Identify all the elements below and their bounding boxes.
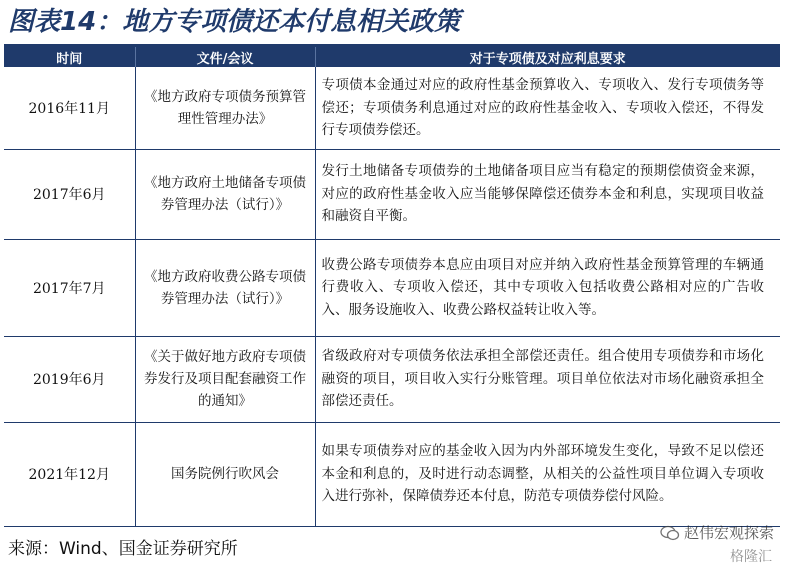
watermark-secondary: 格隆汇 xyxy=(730,549,772,565)
table-row xyxy=(4,67,780,149)
cell-document: 《地方政府收费公路专项债券管理办法（试行）》 xyxy=(135,239,315,336)
watermark xyxy=(660,522,774,543)
header-requirement: 对于专项债及对应利息要求 xyxy=(315,47,780,67)
cell-document: 《地方政府土地储备专项债券管理办法（试行）》 xyxy=(135,149,315,239)
wechat-icon xyxy=(660,525,680,541)
table-row xyxy=(4,239,780,336)
watermark-text: 赵伟宏观探索 xyxy=(683,524,774,542)
cell-document: 《关于做好地方政府专项债券发行及项目配套融资工作的通知》 xyxy=(135,336,315,422)
cell-time: 2019年6月 xyxy=(4,336,135,422)
source-note: 来源：Wind、国金证券研究所 xyxy=(8,539,238,559)
policy-table xyxy=(4,47,780,527)
cell-time: 2016年11月 xyxy=(4,67,135,149)
table-header-row xyxy=(4,47,780,67)
cell-requirement: 如果专项债券对应的基金收入因为内外部环境发生变化，导致不足以偿还本金和利息的，及时进行动态调整，从相关的公益性项目单位调入专项收入进行弥补，保障债券还本付息，防范专项债券偿付风险。 xyxy=(315,422,780,526)
cell-time: 2021年12月 xyxy=(4,422,135,526)
cell-requirement: 发行土地储备专项债券的土地储备项目应当有稳定的预期偿债资金来源，对应的政府性基金收入应当能够保障偿还债券本金和利息，实现项目收益和融资自平衡。 xyxy=(315,149,780,239)
header-document: 文件/会议 xyxy=(135,47,315,67)
header-time: 时间 xyxy=(4,47,135,67)
table-row xyxy=(4,336,780,422)
cell-time: 2017年6月 xyxy=(4,149,135,239)
cell-document: 国务院例行吹风会 xyxy=(135,422,315,526)
cell-document: 《地方政府专项债务预算管理性管理办法》 xyxy=(135,67,315,149)
cell-time: 2017年7月 xyxy=(4,239,135,336)
table-row xyxy=(4,149,780,239)
cell-requirement: 专项债本金通过对应的政府性基金预算收入、专项收入、发行专项债务等偿还；专项债务利息通过对应的政府性基金收入、专项收入偿还，不得发行专项债券偿还。 xyxy=(315,67,780,149)
cell-requirement: 省级政府对专项债务依法承担全部偿还责任。组合使用专项债券和市场化融资的项目，项目收入实行分账管理。项目单位依法对市场化融资承担全部偿还责任。 xyxy=(315,336,780,422)
table-row xyxy=(4,422,780,526)
cell-requirement: 收费公路专项债券本息应由项目对应并纳入政府性基金预算管理的车辆通行费收入、专项收入偿还，其中专项收入包括收费公路相对应的广告收入、服务设施收入、收费公路权益转让收入等。 xyxy=(315,239,780,336)
figure-title: 图表14：地方专项债还本付息相关政策 xyxy=(8,7,461,37)
